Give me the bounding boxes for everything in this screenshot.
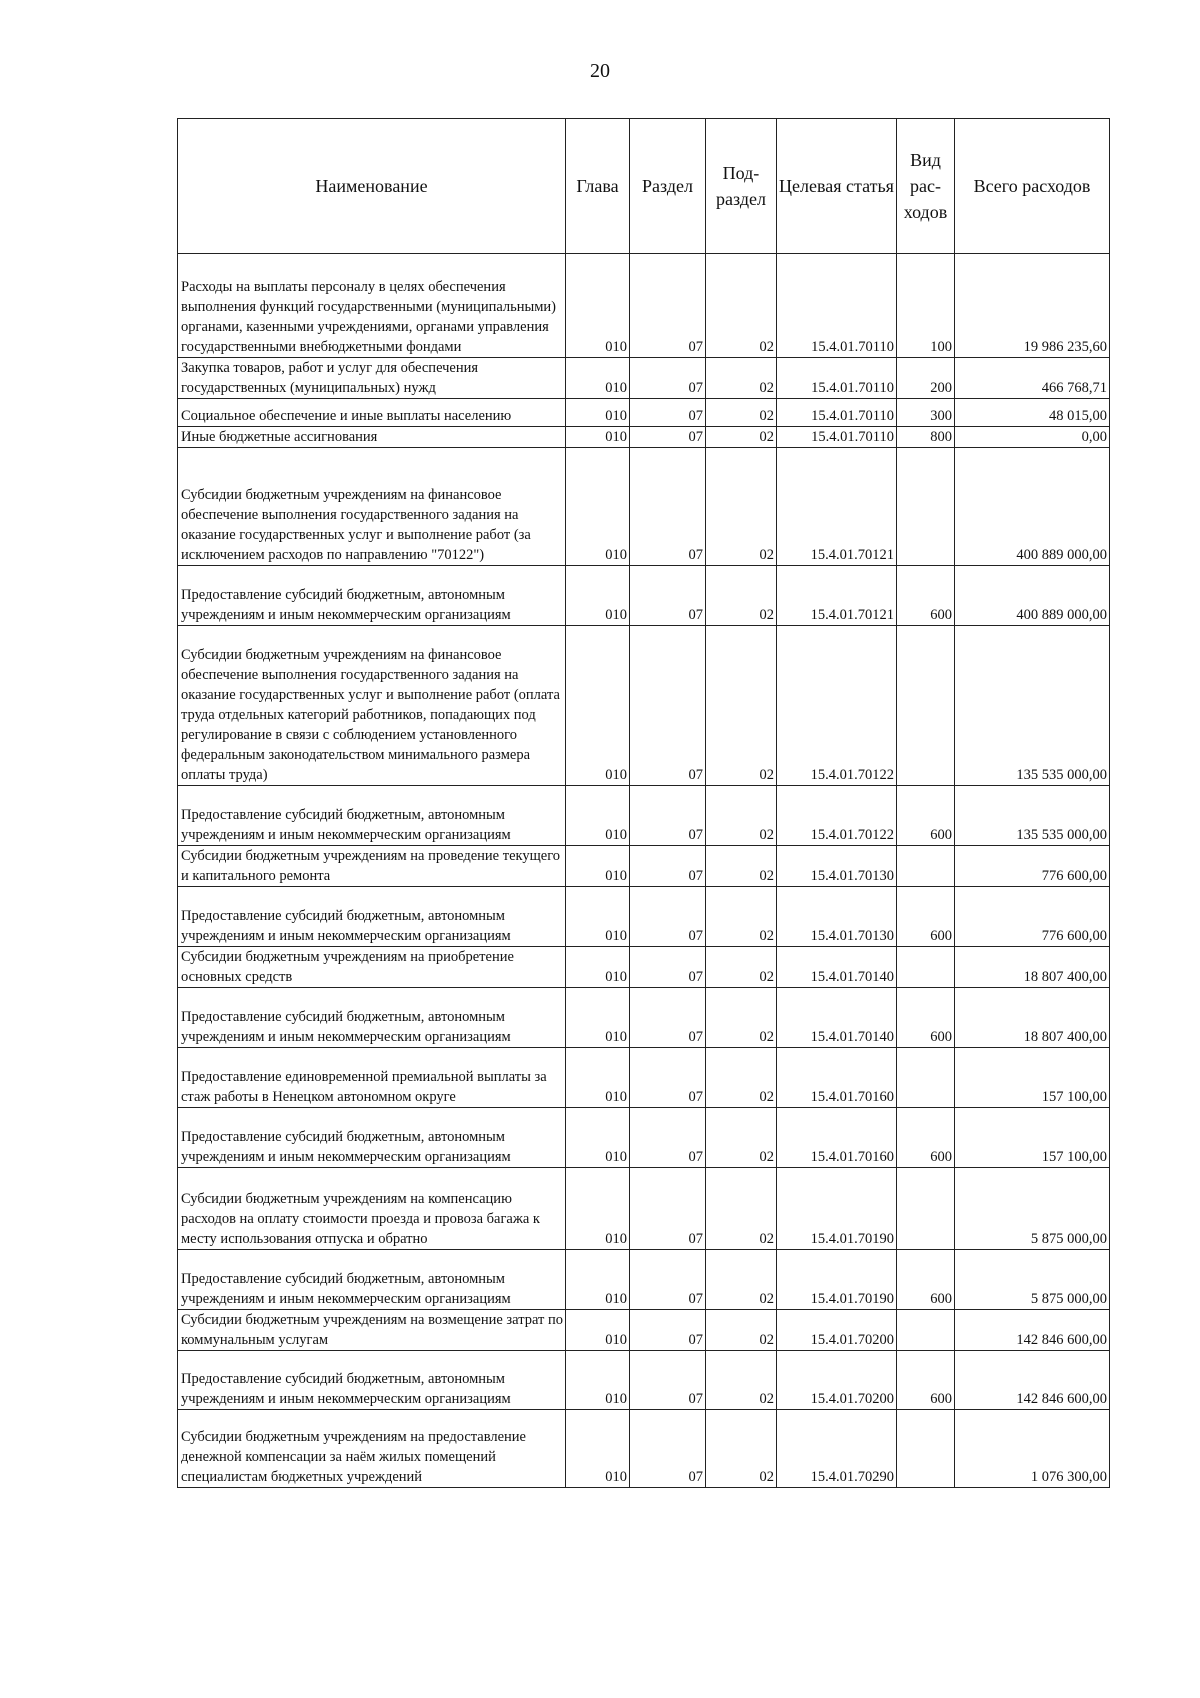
cell-section: 07 <box>630 988 706 1048</box>
cell-target: 15.4.01.70110 <box>777 427 897 448</box>
cell-total: 466 768,71 <box>955 358 1110 399</box>
cell-total: 157 100,00 <box>955 1108 1110 1168</box>
cell-chapter: 010 <box>566 566 630 626</box>
cell-total: 776 600,00 <box>955 846 1110 887</box>
cell-name: Субсидии бюджетным учреждениям на финансовое обеспечение выполнения государственного задания на оказание государственных услуг и выполнение работ (оплата труда отдельных категорий работников, попадающих под регулирование в связи с соблюдением установленного федеральным законодательством минимального размера оплаты труда) <box>178 626 566 786</box>
header-section: Раздел <box>630 119 706 254</box>
cell-chapter: 010 <box>566 1108 630 1168</box>
table-row <box>178 448 1110 566</box>
table-body <box>178 254 1110 1488</box>
cell-total: 135 535 000,00 <box>955 626 1110 786</box>
cell-type <box>897 1048 955 1108</box>
header-target: Целевая статья <box>777 119 897 254</box>
cell-name: Социальное обеспечение и иные выплаты населению <box>178 399 566 427</box>
table-row <box>178 947 1110 988</box>
header-type: Вид рас-ходов <box>897 119 955 254</box>
cell-target: 15.4.01.70121 <box>777 448 897 566</box>
cell-target: 15.4.01.70130 <box>777 887 897 947</box>
cell-chapter: 010 <box>566 1048 630 1108</box>
cell-name: Расходы на выплаты персоналу в целях обеспечения выполнения функций государственными (муниципальными) органами, казенными учреждениями, органами управления государственными внебюджетными фондами <box>178 254 566 358</box>
table-row <box>178 566 1110 626</box>
cell-name: Предоставление субсидий бюджетным, автономным учреждениям и иным некоммерческим организациям <box>178 1108 566 1168</box>
cell-section: 07 <box>630 626 706 786</box>
cell-section: 07 <box>630 254 706 358</box>
cell-total: 48 015,00 <box>955 399 1110 427</box>
table-row <box>178 1351 1110 1410</box>
cell-section: 07 <box>630 846 706 887</box>
cell-section: 07 <box>630 947 706 988</box>
cell-section: 07 <box>630 566 706 626</box>
cell-total: 400 889 000,00 <box>955 448 1110 566</box>
cell-type <box>897 626 955 786</box>
table-row <box>178 887 1110 947</box>
cell-type: 100 <box>897 254 955 358</box>
cell-total: 18 807 400,00 <box>955 988 1110 1048</box>
cell-type <box>897 1168 955 1250</box>
header-chapter: Глава <box>566 119 630 254</box>
cell-name: Субсидии бюджетным учреждениям на возмещение затрат по коммунальным услугам <box>178 1310 566 1351</box>
table-row <box>178 846 1110 887</box>
cell-total: 1 076 300,00 <box>955 1410 1110 1488</box>
cell-target: 15.4.01.70130 <box>777 846 897 887</box>
cell-type <box>897 846 955 887</box>
cell-chapter: 010 <box>566 1250 630 1310</box>
cell-name: Предоставление субсидий бюджетным, автономным учреждениям и иным некоммерческим организациям <box>178 988 566 1048</box>
cell-type <box>897 947 955 988</box>
cell-subsection: 02 <box>706 1410 777 1488</box>
table-row <box>178 786 1110 846</box>
cell-section: 07 <box>630 1048 706 1108</box>
cell-subsection: 02 <box>706 846 777 887</box>
cell-subsection: 02 <box>706 254 777 358</box>
cell-type: 600 <box>897 887 955 947</box>
cell-total: 0,00 <box>955 427 1110 448</box>
cell-target: 15.4.01.70160 <box>777 1108 897 1168</box>
cell-section: 07 <box>630 427 706 448</box>
cell-target: 15.4.01.70121 <box>777 566 897 626</box>
cell-section: 07 <box>630 1410 706 1488</box>
cell-chapter: 010 <box>566 846 630 887</box>
cell-subsection: 02 <box>706 1048 777 1108</box>
table-row <box>178 1048 1110 1108</box>
cell-target: 15.4.01.70200 <box>777 1351 897 1410</box>
cell-target: 15.4.01.70110 <box>777 358 897 399</box>
cell-subsection: 02 <box>706 887 777 947</box>
cell-chapter: 010 <box>566 1168 630 1250</box>
cell-section: 07 <box>630 786 706 846</box>
table-row <box>178 1410 1110 1488</box>
cell-total: 142 846 600,00 <box>955 1310 1110 1351</box>
cell-type <box>897 448 955 566</box>
cell-name: Предоставление субсидий бюджетным, автономным учреждениям и иным некоммерческим организациям <box>178 1250 566 1310</box>
cell-total: 157 100,00 <box>955 1048 1110 1108</box>
cell-chapter: 010 <box>566 988 630 1048</box>
cell-subsection: 02 <box>706 626 777 786</box>
cell-chapter: 010 <box>566 947 630 988</box>
cell-chapter: 010 <box>566 1410 630 1488</box>
cell-type: 600 <box>897 1250 955 1310</box>
cell-type: 600 <box>897 566 955 626</box>
cell-type: 200 <box>897 358 955 399</box>
header-total: Всего расходов <box>955 119 1110 254</box>
cell-name: Иные бюджетные ассигнования <box>178 427 566 448</box>
cell-chapter: 010 <box>566 427 630 448</box>
cell-section: 07 <box>630 1310 706 1351</box>
cell-type: 800 <box>897 427 955 448</box>
cell-name: Субсидии бюджетным учреждениям на предоставление денежной компенсации за наём жилых помещений специалистам бюджетных учреждений <box>178 1410 566 1488</box>
cell-name: Субсидии бюджетным учреждениям на компенсацию расходов на оплату стоимости проезда и провоза багажа к месту использования отпуска и обратно <box>178 1168 566 1250</box>
cell-total: 776 600,00 <box>955 887 1110 947</box>
cell-total: 142 846 600,00 <box>955 1351 1110 1410</box>
cell-subsection: 02 <box>706 1310 777 1351</box>
cell-section: 07 <box>630 1250 706 1310</box>
cell-subsection: 02 <box>706 1351 777 1410</box>
cell-chapter: 010 <box>566 626 630 786</box>
cell-subsection: 02 <box>706 1168 777 1250</box>
cell-subsection: 02 <box>706 358 777 399</box>
header-subsection: Под-раздел <box>706 119 777 254</box>
cell-target: 15.4.01.70190 <box>777 1168 897 1250</box>
cell-section: 07 <box>630 887 706 947</box>
cell-section: 07 <box>630 1351 706 1410</box>
budget-table <box>177 118 1110 1488</box>
cell-target: 15.4.01.70290 <box>777 1410 897 1488</box>
cell-total: 400 889 000,00 <box>955 566 1110 626</box>
cell-section: 07 <box>630 399 706 427</box>
cell-chapter: 010 <box>566 399 630 427</box>
table-header <box>178 119 1110 254</box>
cell-name: Предоставление субсидий бюджетным, автономным учреждениям и иным некоммерческим организациям <box>178 1351 566 1410</box>
cell-subsection: 02 <box>706 988 777 1048</box>
cell-name: Предоставление субсидий бюджетным, автономным учреждениям и иным некоммерческим организациям <box>178 786 566 846</box>
cell-target: 15.4.01.70122 <box>777 626 897 786</box>
cell-name: Предоставление субсидий бюджетным, автономным учреждениям и иным некоммерческим организациям <box>178 566 566 626</box>
cell-type: 600 <box>897 786 955 846</box>
cell-subsection: 02 <box>706 448 777 566</box>
cell-chapter: 010 <box>566 448 630 566</box>
table-row <box>178 254 1110 358</box>
cell-section: 07 <box>630 1168 706 1250</box>
cell-chapter: 010 <box>566 1310 630 1351</box>
table-row <box>178 1250 1110 1310</box>
cell-target: 15.4.01.70190 <box>777 1250 897 1310</box>
cell-chapter: 010 <box>566 786 630 846</box>
cell-section: 07 <box>630 358 706 399</box>
table-row <box>178 626 1110 786</box>
table-row <box>178 358 1110 399</box>
cell-target: 15.4.01.70140 <box>777 988 897 1048</box>
table-row <box>178 988 1110 1048</box>
page-number: 20 <box>590 60 610 82</box>
cell-target: 15.4.01.70140 <box>777 947 897 988</box>
header-name: Наименование <box>178 119 566 254</box>
cell-chapter: 010 <box>566 887 630 947</box>
cell-name: Закупка товаров, работ и услуг для обеспечения государственных (муниципальных) нужд <box>178 358 566 399</box>
cell-total: 5 875 000,00 <box>955 1168 1110 1250</box>
cell-subsection: 02 <box>706 947 777 988</box>
table-row <box>178 427 1110 448</box>
cell-type: 600 <box>897 1108 955 1168</box>
cell-subsection: 02 <box>706 1108 777 1168</box>
cell-chapter: 010 <box>566 358 630 399</box>
table-row <box>178 1108 1110 1168</box>
cell-chapter: 010 <box>566 1351 630 1410</box>
cell-subsection: 02 <box>706 786 777 846</box>
table-row <box>178 1310 1110 1351</box>
cell-subsection: 02 <box>706 399 777 427</box>
cell-target: 15.4.01.70122 <box>777 786 897 846</box>
cell-chapter: 010 <box>566 254 630 358</box>
cell-section: 07 <box>630 1108 706 1168</box>
cell-type: 300 <box>897 399 955 427</box>
cell-name: Предоставление единовременной премиальной выплаты за стаж работы в Ненецком автономном округе <box>178 1048 566 1108</box>
cell-total: 5 875 000,00 <box>955 1250 1110 1310</box>
header-row <box>178 119 1110 254</box>
cell-target: 15.4.01.70110 <box>777 254 897 358</box>
cell-total: 19 986 235,60 <box>955 254 1110 358</box>
cell-target: 15.4.01.70200 <box>777 1310 897 1351</box>
cell-name: Субсидии бюджетным учреждениям на проведение текущего и капитального ремонта <box>178 846 566 887</box>
cell-name: Предоставление субсидий бюджетным, автономным учреждениям и иным некоммерческим организациям <box>178 887 566 947</box>
cell-name: Субсидии бюджетным учреждениям на финансовое обеспечение выполнения государственного задания на оказание государственных услуг и выполнение работ (за исключением расходов по направлению "70122") <box>178 448 566 566</box>
cell-name: Субсидии бюджетным учреждениям на приобретение основных средств <box>178 947 566 988</box>
cell-subsection: 02 <box>706 427 777 448</box>
cell-target: 15.4.01.70160 <box>777 1048 897 1108</box>
cell-type: 600 <box>897 1351 955 1410</box>
cell-section: 07 <box>630 448 706 566</box>
cell-target: 15.4.01.70110 <box>777 399 897 427</box>
cell-total: 135 535 000,00 <box>955 786 1110 846</box>
cell-type: 600 <box>897 988 955 1048</box>
cell-type <box>897 1410 955 1488</box>
cell-type <box>897 1310 955 1351</box>
cell-subsection: 02 <box>706 566 777 626</box>
table-row <box>178 399 1110 427</box>
cell-total: 18 807 400,00 <box>955 947 1110 988</box>
table-row <box>178 1168 1110 1250</box>
cell-subsection: 02 <box>706 1250 777 1310</box>
